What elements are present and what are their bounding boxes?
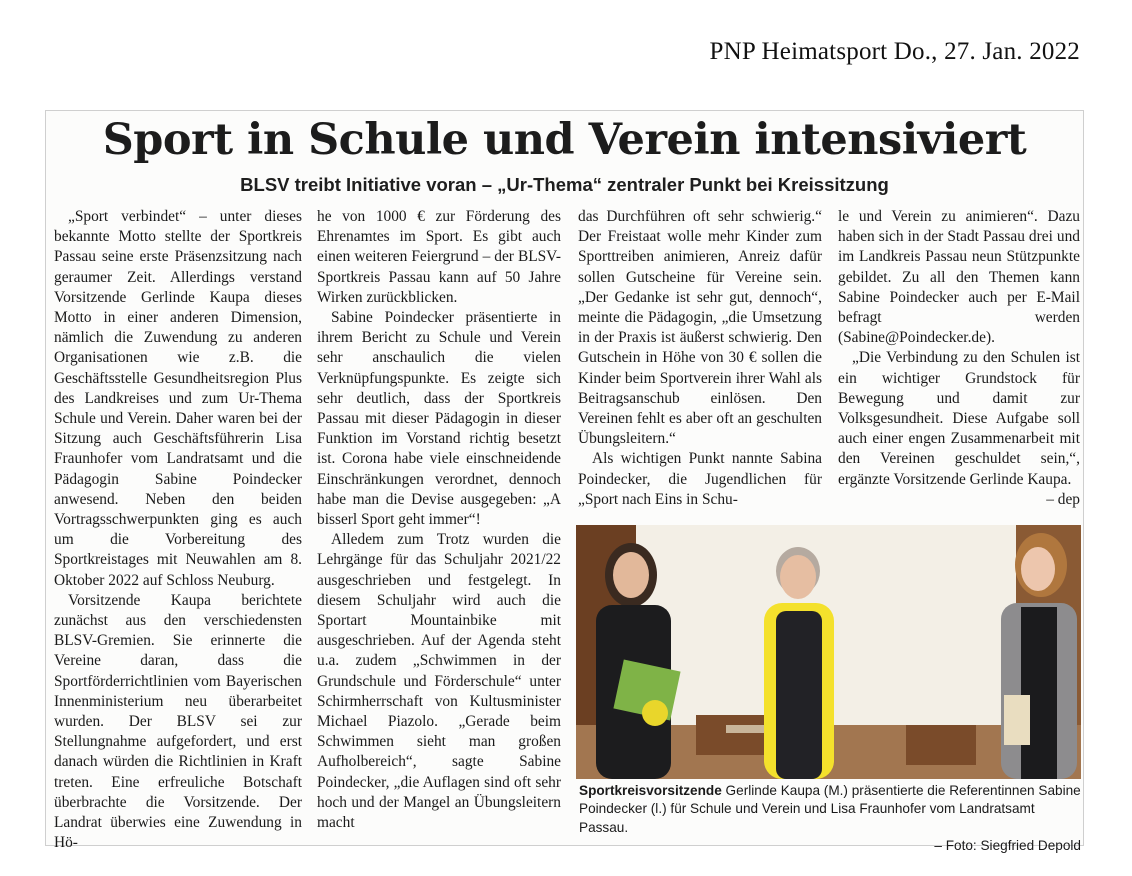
article-photo [576,525,1081,779]
caption-text: Gerlinde Kaupa (M.) präsentierte die Referentinnen Sabine Poindecker (l.) für Schule und Verein und Lisa Fraunhofer vom Landratsamt Passau. [579,783,1081,835]
article-column-4 [838,207,1080,507]
subheadline: BLSV treibt Initiative voran – „Ur-Thema“ zentraler Punkt bei Kreissitzung [240,174,889,195]
article-column-1 [54,207,302,852]
paragraph: he von 1000 € zur Förderung des Ehrenamtes im Sport. Es gibt auch einen weiteren Feiergrund – der BLSV-Sportkreis Passau kann auf 50 Jahre Wirken zurückblicken. [317,208,561,306]
article-column-2 [317,207,561,843]
paragraph: Vorsitzende Kaupa berichtete zunächst aus den verschiedensten BLSV-Gremien. Sie erinnerte die Vereine daran, dass die Sportförderrichtlinien vom Bayerischen Innenministerium neu überarbeitet wurden. Der BLSV sei zur Stellungnahme aufgefordert, und erst danach würden die Richtlinien in Kraft treten. Eine erfreuliche Botschaft überbrachte die Vorsitzende. Der Landrat überwies eine Zuwendung in Hö- [54,591,302,852]
paragraph: „Sport verbindet“ – unter dieses bekannte Motto stellte der Sportkreis Passau seine erste Präsenzsitzung nach geraumer Zeit. Allerdings verstand Vorsitzende Gerlinde Kaupa dieses Motto in einer anderen Dimension, nämlich die Zuwendung zu anderen Organisationen wie z.B. die Geschäftsstelle Gesundheitsregion Plus des Landkreises und zum Ur-Thema Schule und Verein. Daher waren bei der Sitzung auch Geschäftsführerin Lisa Fraunhofer vom Landratsamt und die Pädagogin Sabine Poindecker anwesend. Neben den beiden Vortragsschwerpunkten ging es auch um die Vorbereitung des Sportkreistages mit Neuwahlen am 8. Oktober 2022 auf Schloss Neuburg. [54,208,302,589]
paragraph: Alledem zum Trotz wurden die Lehrgänge für das Schuljahr 2021/22 ausgeschrieben und festgelegt. In diesem Schuljahr wird auch die Sportart Mountainbike mit ausgeschrieben. Auf der Agenda steht u.a. zudem „Schwimmen in der Grundschule und Förderschule“ unter Schirmherrschaft von Kultusminister Michael Piazolo. „Gerade beim Schwimmen sieht man großen Aufholbereich“, sagte Sabine Poindecker, „die Auflagen sind oft sehr hoch und der Mangel an Übungsleitern macht [317,531,561,832]
photo-illustration [576,525,1081,779]
paragraph: le und Verein zu animieren“. Dazu haben sich in der Stadt Passau drei und im Landkreis Passau neun Stützpunkte gebildet. Zu all den Themen kann Sabine Poindecker auch per E-Mail befragt werden (Sabine@Poindecker.de). [838,208,1080,347]
paragraph: Sabine Poindecker präsentierte in ihrem Bericht zu Schule und Verein sehr anschaulich die vielen Verknüpfungspunkte. Es zeigte sich sehr deutlich, dass der Sportkreis Passau mit dieser Pädagogin in dieser Funktion im Vorstand richtig besetzt ist. Corona habe viele einschneidende Einschränkungen verordnet, dennoch habe man die Devise ausgegeben: „A bisserl Sport geht immer“! [317,309,561,529]
paragraph: „Die Verbindung zu den Schulen ist ein wichtiger Grundstock für Bewegung und damit zur Volksgesundheit. Diese Aufgabe soll auch einer engen Zusammenarbeit mit den Vereinen geschuldet sein,“, ergänzte Vorsitzende Gerlinde Kaupa. [838,349,1080,488]
paragraph: das Durchführen oft sehr schwierig.“ Der Freistaat wolle mehr Kinder zum Sporttreiben animieren, Anreiz dafür sollen Gutscheine für Vereine sein. „Der Gedanke ist sehr gut, dennoch“, meinte die Pädagogin, „die Umsetzung in der Praxis ist äußerst schwierig. Den Gutschein in Höhe von 30 € sollen die Kinder beim Sportverein ihrer Wahl als Beitragsanschub einlösen. Den Vereinen fehlt es aber oft an geschulten Übungsleitern.“ [578,208,822,448]
photo-caption [579,782,1081,855]
article-column-3 [578,207,822,507]
paragraph: Als wichtigen Punkt nannte Sabina Poindecker, die Jugendlichen für „Sport nach Eins in Schu- [578,450,822,508]
newspaper-clipping [45,110,1084,853]
caption-lead: Sportkreisvorsitzende [579,783,722,798]
author-signature: – dep [1046,490,1080,508]
photo-credit: – Foto: Siegfried Depold [934,837,1081,853]
newspaper-source-line: PNP Heimatsport Do., 27. Jan. 2022 [709,38,1080,65]
headline: Sport in Schule und Verein intensiviert [102,115,1027,165]
